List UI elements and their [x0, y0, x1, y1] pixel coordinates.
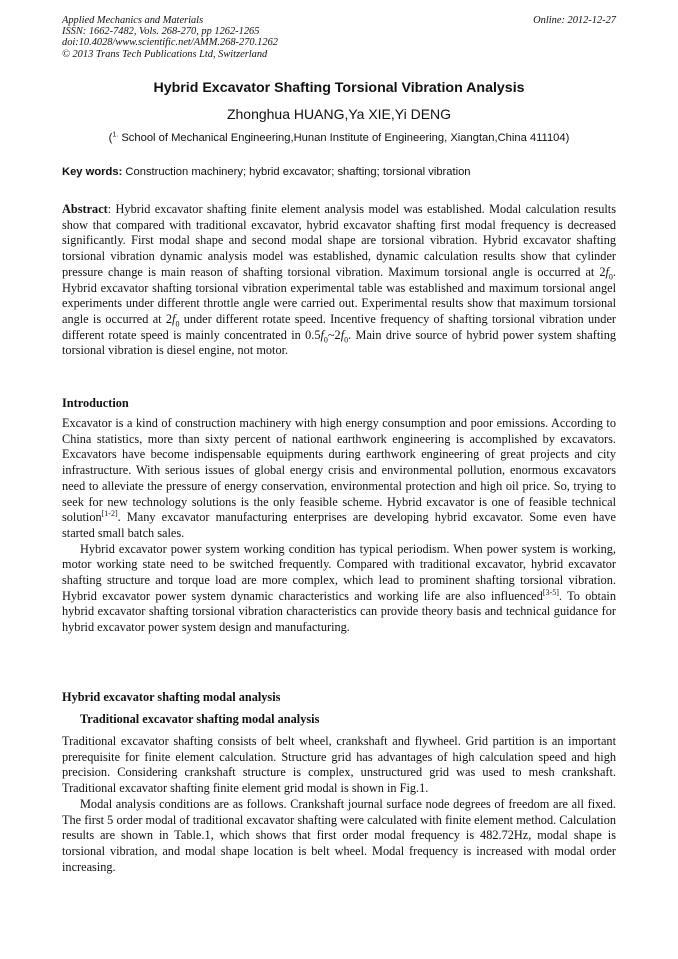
issn-line: ISSN: 1662-7482, Vols. 268-270, pp 1262-1265	[62, 26, 260, 38]
intro-text-1a: Excavator is a kind of construction machinery with high energy consumption and poor emissions. According to China statistics, more than sixty percent of national earthwork engineering is accomplished by excavators. Excavators have become indispensable equipments during earthwork engineering of great projects and city infrastructure. With serious issues of global energy crisis and environmental pollution, enormous excavators need to alleviate the pressure of energy conservation, environmental protection and high oil price. So, trying to seek for new technology solutions is the only feasible scheme. Hybrid excavator is one of feasible technical solution	[62, 416, 616, 525]
abstract-section	[62, 202, 616, 359]
abstract-label: Abstract	[62, 202, 108, 216]
abstract-text-3: under different rotate speed. Incentive frequency of shafting torsional vibration under different rotate speed is mainly concentrated in 0.5	[62, 311, 616, 342]
affiliation	[0, 132, 678, 144]
introduction-section	[62, 416, 616, 636]
doi-line: doi:10.4028/www.scientific.net/AMM.268-270.1262	[62, 37, 278, 49]
introduction-heading: Introduction	[62, 396, 129, 410]
abstract-sub-3: 0	[323, 335, 328, 345]
introduction-paragraph-1	[62, 416, 616, 542]
abstract-f-3: f	[320, 327, 324, 342]
introduction-paragraph-2	[62, 542, 616, 636]
abstract-f-4: f	[340, 327, 345, 342]
affiliation-open-paren: (	[108, 132, 113, 144]
introduction-heading-block	[62, 396, 616, 411]
abstract-text-2: . Hybrid excavator shafting torsional vibration experimental table was established and maximum torsional angel experiments under different throttle angle were carried out. Experimental results show that maximum torsional angle is occurred at 2	[62, 264, 616, 326]
abstract-sub-2: 0	[175, 319, 180, 329]
online-date: Online: 2012-12-27	[533, 15, 616, 26]
affiliation-text: School of Mechanical Engineering,Hunan Institute of Engineering, Xiangtan,China 411104)	[118, 132, 570, 144]
modal-subsection-heading: Traditional excavator shafting modal analysis	[80, 712, 320, 726]
abstract-sub-1: 0	[608, 272, 613, 282]
abstract-f-1: f	[605, 264, 609, 279]
journal-name: Applied Mechanics and Materials	[62, 15, 204, 26]
modal-section-body	[62, 734, 616, 875]
abstract-text-5: . Main drive source of hybrid power system shafting torsional vibration is diesel engine, not motor.	[62, 327, 616, 358]
abstract-f-2: f	[172, 311, 176, 326]
modal-section-heading: Hybrid excavator shafting modal analysis	[62, 690, 281, 704]
journal-header	[62, 15, 616, 60]
intro-text-2a: Hybrid excavator power system working condition has typical periodism. When power system is working, motor working state need to be switched frequently. Compared with traditional excavator, hybrid excavator shafting structure and torque load are more complex, which lead to prominent shafting torsional vibration. Hybrid excavator power system dynamic characteristics and working life are also influenced	[62, 541, 616, 603]
abstract-text-1: : Hybrid excavator shafting finite element analysis model was established. Modal calculation results show that compared with traditional excavator, hybrid excavator shafting first modal frequency is decreased significantly. First modal shape and second modal shape are torsional vibration. Hybrid excavator shafting torsional vibration dynamic analysis model was established, dynamic calculation results show that cylinder pressure change is main reason of shafting torsional vibration. Maximum torsional angle is occurred at 2	[62, 202, 616, 279]
modal-paragraph-2: Modal analysis conditions are as follows. Crankshaft journal surface node degrees of freedom are all fixed. The first 5 order modal of traditional excavator shafting were calculated with finite element method. Calculation results are shown in Table.1, which shows that first order modal frequency is 482.72Hz, modal shape is torsional vibration, and modal shape location is belt wheel. Modal frequency is increased with modal order increasing.	[62, 796, 616, 874]
abstract-text-4: ~2	[327, 327, 341, 342]
affiliation-marker: 1.	[112, 131, 119, 139]
keywords-label: Key words:	[62, 166, 123, 178]
modal-paragraph-1: Traditional excavator shafting consists of belt wheel, crankshaft and flywheel. Grid partition is an important prerequisite for finite element calculation. Structure grid has advantages of high calculation speed and high precision. Considering crankshaft structure is complex, unstructured grid was used to mesh crankshaft. Traditional excavator shafting finite element grid modal is shown in Fig.1.	[62, 734, 616, 796]
citation-ref: [1-2]	[101, 509, 118, 519]
paper-authors: Zhonghua HUANG,Ya XIE,Yi DENG	[226, 106, 452, 122]
copyright-line: © 2013 Trans Tech Publications Ltd, Switzerland	[62, 48, 268, 60]
intro-text-2b: . To obtain hybrid excavator shafting torsional vibration characteristics can provide theory basis and technical guidance for hybrid excavator power system design and manufacturing.	[62, 588, 616, 635]
modal-subheading-block	[62, 712, 616, 727]
intro-text-1b: . Many excavator manufacturing enterprises are developing hybrid excavator. Some even have started small batch sales.	[62, 510, 616, 540]
citation-ref: [3-5]	[542, 587, 559, 597]
keywords	[62, 166, 616, 178]
paper-title: Hybrid Excavator Shafting Torsional Vibration Analysis	[153, 80, 525, 96]
keywords-text: Construction machinery; hybrid excavator; shafting; torsional vibration	[122, 166, 471, 178]
modal-heading-block	[62, 690, 616, 705]
abstract-sub-4: 0	[344, 335, 349, 345]
abstract-paragraph	[62, 202, 616, 359]
